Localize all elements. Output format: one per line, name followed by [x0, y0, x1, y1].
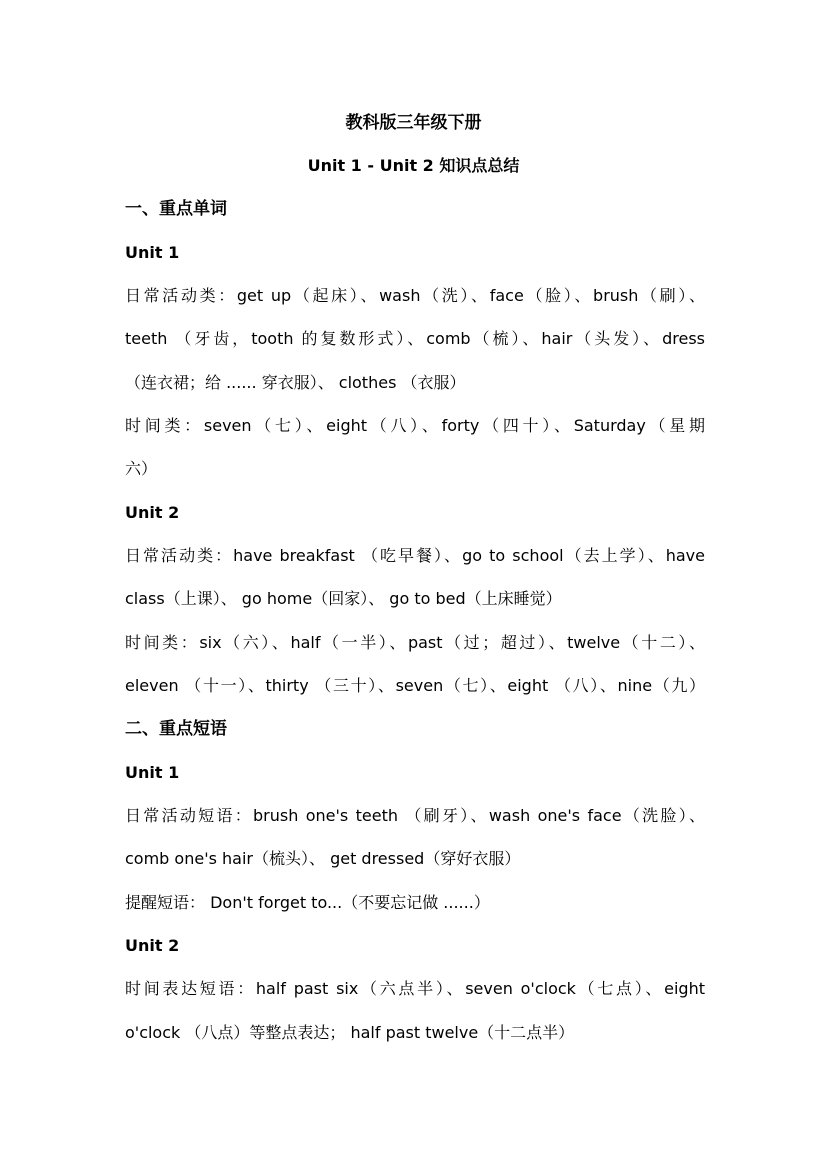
text-line: 时间类：six（六）、half（一半）、past（过；超过）、twelve（十二）、: [125, 633, 705, 652]
document-subtitle: Unit 1 - Unit 2 知识点总结: [307, 156, 520, 175]
text-line: 时间表达短语：half past six（六点半）、seven o'clock（七点）、eight: [125, 979, 705, 998]
text-line: 时间类：seven（七）、eight（八）、forty（四十）、Saturday（星期: [125, 416, 705, 435]
section-heading-key-words: 一、重点单词: [125, 199, 227, 219]
text-line: 日常活动短语：brush one's teeth （刷牙）、wash one's face（洗脸）、: [125, 806, 705, 825]
section-heading-key-phrases: 二、重点短语: [125, 719, 227, 739]
text-line: 六）: [125, 459, 158, 478]
text-line: 日常活动类：get up（起床）、wash（洗）、face（脸）、brush（刷）、: [125, 286, 705, 305]
text-line: class（上课）、 go home（回家）、 go to bed（上床睡觉）: [125, 589, 562, 608]
text-line: 日常活动类：have breakfast （吃早餐）、go to school（去上学）、have: [125, 546, 705, 565]
document-title: 教科版三年级下册: [345, 113, 482, 133]
unit-label: Unit 1: [125, 763, 180, 782]
text-line: （连衣裙；给 ...... 穿衣服）、 clothes （衣服）: [125, 373, 466, 392]
text-line: comb one's hair（梳头）、 get dressed（穿好衣服）: [125, 849, 521, 868]
text-line: teeth （牙齿，tooth 的复数形式）、comb（梳）、hair（头发）、dress: [125, 329, 705, 348]
unit-label: Unit 2: [125, 503, 180, 522]
unit-label: Unit 2: [125, 936, 180, 955]
unit-label: Unit 1: [125, 243, 180, 262]
text-line: eleven （十一）、thirty （三十）、seven（七）、eight （八）、nine（九）: [125, 676, 705, 695]
text-line: o'clock （八点）等整点表达； half past twelve（十二点半）: [125, 1023, 575, 1042]
text-line: 提醒短语： Don't forget to...（不要忘记做 ......）: [125, 893, 490, 912]
